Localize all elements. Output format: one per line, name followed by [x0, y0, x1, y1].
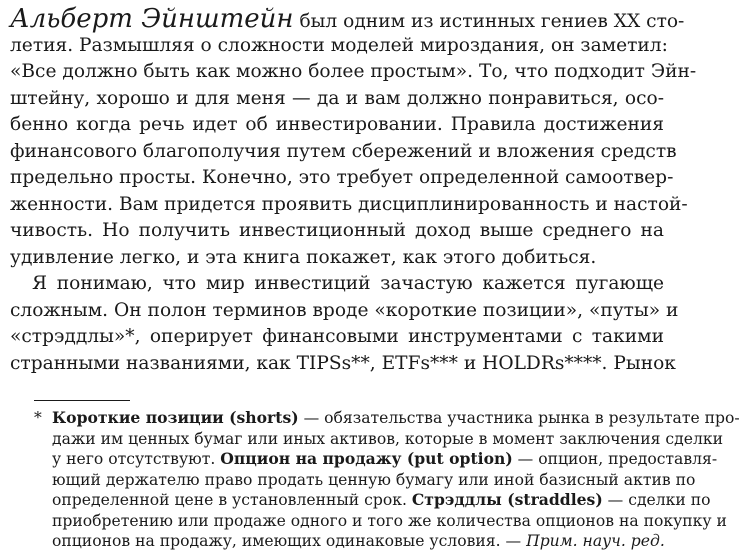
term-shorts: Короткие позиции (shorts) — [52, 408, 299, 427]
term-put-option: Опцион на продажу (put option) — [220, 449, 513, 468]
text-line: странными названиями, как TIPSs**, ETFs*** и HOLDRs****. Рынок — [10, 352, 676, 374]
footnote-line: Короткие позиции (shorts) — обязательства участника рынка в результате про- — [52, 408, 740, 427]
footnote-line: дажи им ценных бумаг или иных активов, которые в момент заключения сделки — [52, 429, 723, 448]
text-line: женности. Вам придется проявить дисциплинированность и настой- — [10, 193, 688, 215]
footnote-line: приобретению или продаже одного и того же количества опционов на покупку и — [52, 511, 727, 530]
body-text — [10, 4, 697, 377]
footnote-line: определенной цене в установленный срок. Стрэддлы (straddles) — сделки по — [52, 490, 711, 509]
footnote — [34, 408, 740, 552]
text-line: предельно просты. Конечно, это требует определенной самоотвер- — [10, 167, 674, 188]
author-name: Альберт Эйнштейн — [10, 4, 294, 34]
text-line: удивление легко, и эта книга покажет, как этого добиться. — [10, 246, 597, 268]
text-line: «стрэддлы»*, оперирует финансовыми инструментами с такими — [10, 326, 664, 347]
text-line: сложным. Он полон терминов вроде «короткие позиции», «путы» и — [10, 299, 679, 321]
editor-note: Прим. науч. ред. — [526, 532, 665, 550]
text-line: Альберт Эйнштейн был одним из истинных гениев XX сто- — [10, 4, 685, 34]
text-line: летия. Размышляя о сложности моделей мироздания, он заметил: — [10, 34, 668, 56]
footnote-divider — [34, 400, 130, 401]
text-line: Я понимаю, что мир инвестиций зачастую кажется пугающе — [32, 273, 664, 294]
footnote-mark: * — [34, 409, 42, 427]
text-line: чивость. Но получить инвестиционный доход выше среднего на — [10, 220, 664, 241]
text-line: бенно когда речь идет об инвестировании. Правила достижения — [10, 114, 664, 135]
text-line: финансового благополучия путем сбережений и вложения средств — [10, 140, 677, 162]
text-line: штейну, хорошо и для меня — да и вам должно понравиться, осо- — [10, 87, 664, 109]
footnote-line: ющий держателю право продать ценную бумагу или иной базисный актив по — [52, 470, 696, 489]
footnote-line: у него отсутствуют. Опцион на продажу (put option) — опцион, предоставля- — [52, 449, 718, 468]
term-straddles: Стрэддлы (straddles) — [411, 490, 603, 509]
text-line: «Все должно быть как можно более простым». То, что подходит Эйн- — [10, 61, 697, 82]
footnote-line: опционов на продажу, имеющих одинаковые условия. — Прим. науч. ред. — [52, 532, 665, 550]
